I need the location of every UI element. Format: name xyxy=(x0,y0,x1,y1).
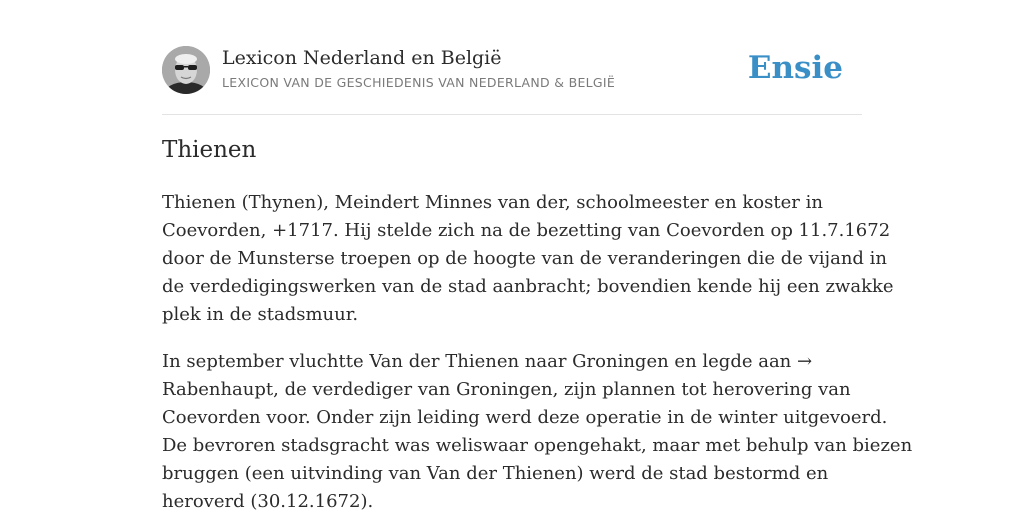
paragraph-line: Coevorden, +1717. Hij stelde zich na de bezetting van Coevorden op 11.7.1672 xyxy=(162,220,891,241)
article-paragraph xyxy=(162,348,913,512)
article-paragraph xyxy=(162,189,894,329)
paragraph-line: Coevorden voor. Onder zijn leiding werd deze operatie in de winter uitgevoerd. xyxy=(162,407,888,428)
article-title: Thienen xyxy=(162,137,257,163)
paragraph-line: heroverd (30.12.1672). xyxy=(162,491,374,512)
brand-logo-link[interactable]: Ensie xyxy=(747,50,843,86)
paragraph-line: De bevroren stadsgracht was weliswaar opengehakt, maar met behulp van biezen xyxy=(162,435,913,456)
avatar-portrait-image xyxy=(162,46,210,94)
site-subtitle: LEXICON VAN DE GESCHIEDENIS VAN NEDERLAND & BELGIË xyxy=(222,75,616,90)
site-title[interactable]: Lexicon Nederland en België xyxy=(222,47,502,69)
paragraph-line: de verdedigingswerken van de stad aanbracht; bovendien kende hij een zwakke xyxy=(162,276,894,297)
paragraph-line: door de Munsterse troepen op de hoogte van de veranderingen die de vijand in xyxy=(162,248,888,269)
paragraph-line: bruggen (een uitvinding van Van der Thienen) werd de stad bestormd en xyxy=(162,463,829,484)
paragraph-line: Thienen (Thynen), Meindert Minnes van der, schoolmeester en koster in xyxy=(162,192,823,213)
author-avatar[interactable] xyxy=(162,46,210,94)
paragraph-line: In september vluchtte Van der Thienen naar Groningen en legde aan → xyxy=(162,351,813,372)
site-header xyxy=(162,46,862,115)
article-body xyxy=(162,189,913,512)
paragraph-line: Rabenhaupt, de verdediger van Groningen, zijn plannen tot herovering van xyxy=(162,379,851,400)
paragraph-line: plek in de stadsmuur. xyxy=(162,304,359,325)
